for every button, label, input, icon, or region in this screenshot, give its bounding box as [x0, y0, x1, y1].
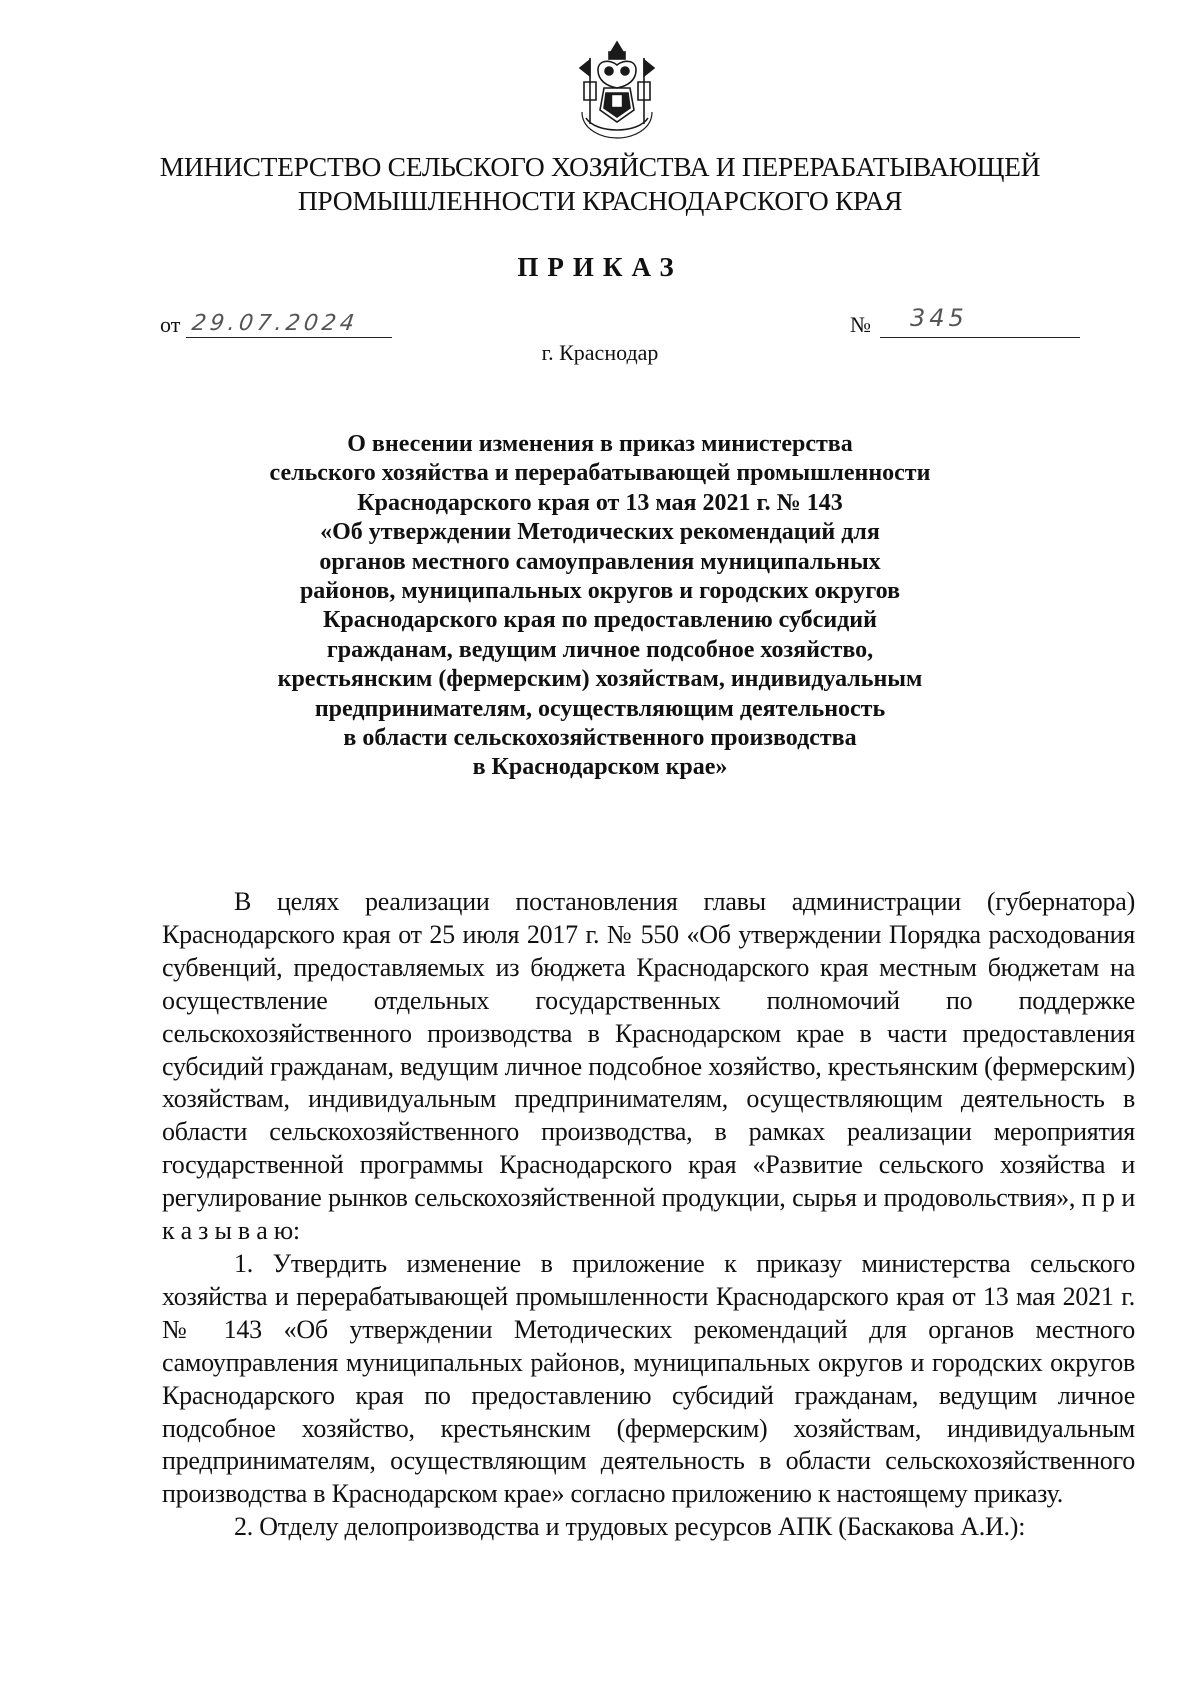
subject-line: предпринимателям, осуществляющим деятельность: [314, 695, 886, 722]
date-underline: [186, 337, 392, 338]
coat-of-arms-emblem-icon: [572, 38, 662, 142]
subject-line: Краснодарского края по предоставлению субсидий: [323, 607, 877, 634]
order-subject: [200, 430, 1000, 783]
number-sign-label: №: [850, 312, 871, 337]
city-label: г. Краснодар: [541, 340, 659, 365]
preamble-paragraph: В целях реализации постановления главы администрации (губернатора) Краснодарского края от 25 июля 2017 г. № 550 «Об утверждении Порядка расходования субвенций, предоставляемых из бюджета Краснодарского края местным бюджетам на осуществление отдельных государственных полномочий по поддержке сельскохозяйственного производства в Краснодарском крае в части предоставления субсидий гражданам, ведущим личное подсобное хозяйство, крестьянским (фермерским) хозяйствам, индивидуальным предпринимателям, осуществляющим деятельность в области сельскохозяйственного производства, в рамках реализации мероприятия государственной программы Краснодарского края «Развитие сельского хозяйства и регулирование рынков сельскохозяйственной продукции, сырья и продовольствия», п р и к а з ы в а ю:: [162, 887, 1135, 1246]
ministry-name-line-2: ПРОМЫШЛЕННОСТИ КРАСНОДАРСКОГО КРАЯ: [297, 185, 903, 216]
handwritten-number: 345: [910, 304, 968, 332]
date-prefix-label: от: [160, 312, 181, 337]
subject-line: О внесении изменения в приказ министерства: [347, 431, 853, 457]
ministry-name: [100, 150, 1100, 218]
clause-1-paragraph: 1. Утвердить изменение в приложение к приказу министерства сельского хозяйства и перерабатывающей промышленности Краснодарского края от 13 мая 2021 г. № 143 «Об утверждении Методических рекомендаций для органов местного самоуправления муниципальных районов, муниципальных округов и городских округов Краснодарского края по предоставлению субсидий гражданам, ведущим личное подсобное хозяйство, крестьянским (фермерским) хозяйствам, индивидуальным предпринимателям, осуществляющим деятельность в области сельскохозяйственного производства в Краснодарском крае» согласно приложению к настоящему приказу.: [162, 1248, 1135, 1509]
document-type-title: ПРИКАЗ: [517, 252, 683, 282]
number-underline: [880, 337, 1080, 338]
subject-line: районов, муниципальных округов и городских округов: [299, 578, 901, 605]
ministry-name-line-1: МИНИСТЕРСТВО СЕЛЬСКОГО ХОЗЯЙСТВА И ПЕРЕРАБАТЫВАЮЩЕЙ: [159, 151, 1041, 182]
handwritten-date: 29.07.2024: [190, 311, 360, 336]
order-body: [162, 886, 1135, 1544]
subject-line: сельского хозяйства и перерабатывающей промышленности: [269, 460, 931, 487]
subject-line: в области сельскохозяйственного производства: [343, 725, 857, 752]
clause-2-paragraph: 2. Отделу делопроизводства и трудовых ресурсов АПК (Баскакова А.И.):: [234, 1512, 1026, 1542]
subject-line: гражданам, ведущим личное подсобное хозяйство,: [326, 636, 874, 663]
order-date-field: [160, 304, 392, 344]
subject-line: органов местного самоуправления муниципальных: [319, 548, 881, 575]
subject-line: в Краснодарском крае»: [472, 754, 728, 781]
subject-line: крестьянским (фермерским) хозяйствам, индивидуальным: [277, 666, 923, 693]
order-number-field: [850, 298, 1080, 344]
subject-line: Краснодарского края от 13 мая 2021 г. № 143: [357, 489, 843, 516]
subject-line: «Об утверждении Методических рекомендаций для: [320, 519, 880, 546]
